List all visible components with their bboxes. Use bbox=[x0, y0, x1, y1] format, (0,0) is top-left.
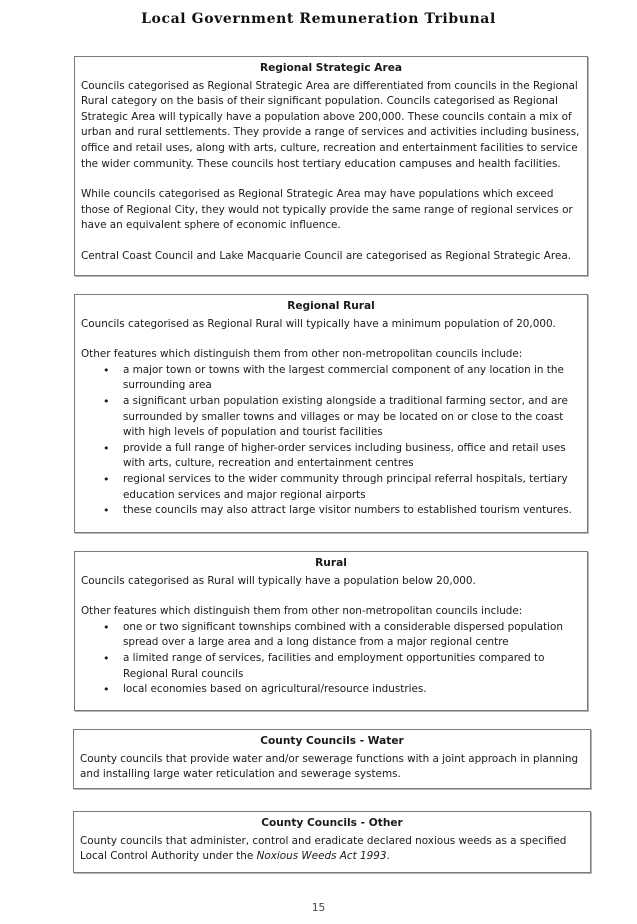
bullet-icon: • bbox=[103, 683, 110, 697]
regional-rural-title: Regional Rural bbox=[287, 300, 375, 312]
county-councils-water-title: County Councils - Water bbox=[260, 735, 404, 747]
list-item bbox=[81, 620, 581, 651]
county-other-text-end: . bbox=[386, 850, 390, 863]
noxious-weeds-act-title: Noxious Weeds Act 1993 bbox=[256, 850, 387, 863]
bullet-icon: • bbox=[103, 651, 110, 665]
bullet-icon: • bbox=[103, 394, 110, 408]
list-item bbox=[81, 682, 581, 698]
regional-rural-bullet-list bbox=[81, 363, 581, 519]
rural-bullet-text: one or two significant townships combined with a considerable dispersed population spread over a large area and a long distance from a major regional centre bbox=[123, 620, 563, 649]
rural-box bbox=[74, 551, 588, 711]
regional-rural-bullet-text: these councils may also attract large visitor numbers to established tourism ventures. bbox=[123, 504, 572, 517]
rural-para-1: Councils categorised as Rural will typically have a population below 20,000. bbox=[81, 574, 476, 587]
regional-strategic-area-box bbox=[74, 56, 588, 276]
list-item bbox=[81, 503, 581, 519]
rural-para-2: Other features which distinguish them from other non-metropolitan councils include: bbox=[81, 605, 523, 618]
regional-strategic-area-title: Regional Strategic Area bbox=[259, 62, 403, 74]
county-councils-water-box bbox=[73, 729, 591, 789]
rural-bullet-text: local economies based on agricultural/resource industries. bbox=[123, 683, 427, 696]
list-item bbox=[81, 441, 581, 472]
bullet-icon: • bbox=[103, 504, 110, 518]
regional-strategic-para-3: Central Coast Council and Lake Macquarie Council are categorised as Regional Strategic Area. bbox=[81, 249, 572, 262]
regional-rural-bullet-text: a significant urban population existing alongside a traditional farming sector, and are surrounded by smaller towns and villages or may be located on or close to the coast with high levels of population and tourist facilities bbox=[123, 394, 568, 439]
list-item bbox=[81, 394, 581, 441]
regional-rural-bullet-text: a major town or towns with the largest commercial component of any location in the surrounding area bbox=[123, 363, 564, 392]
bullet-icon: • bbox=[103, 363, 110, 377]
county-councils-water-para: County councils that provide water and/or sewerage functions with a joint approach in planning and installing large water reticulation and sewerage systems. bbox=[80, 752, 579, 781]
list-item bbox=[81, 363, 581, 394]
rural-title: Rural bbox=[315, 557, 347, 569]
bullet-icon: • bbox=[103, 441, 110, 455]
regional-rural-bullet-text: provide a full range of higher-order services including business, office and retail uses with arts, culture, recreation and entertainment centres bbox=[123, 441, 566, 470]
county-councils-other-box bbox=[73, 811, 591, 873]
county-councils-other-para bbox=[80, 834, 584, 865]
regional-strategic-para-1: Councils categorised as Regional Strategic Area are differentiated from councils in the Regional Rural category on the basis of their significant population. Councils categorised as Regional Strategic Area will typically have a population above 200,000. These councils contain a mix of urban and rural settlements. They provide a range of services and activities including business, office and retail uses, along with arts, culture, recreation and entertainment facilities to service the wider community. These councils host tertiary education campuses and health facilities. bbox=[81, 79, 580, 170]
regional-rural-box bbox=[74, 294, 588, 533]
county-councils-other-title: County Councils - Other bbox=[261, 817, 403, 829]
regional-rural-para-2: Other features which distinguish them from other non-metropolitan councils include: bbox=[81, 348, 523, 361]
regional-strategic-para-2: While councils categorised as Regional Strategic Area may have populations which exceed those of Regional City, they would not typically provide the same range of regional services or have an equivalent sphere of economic influence. bbox=[81, 188, 573, 232]
rural-bullet-text: a limited range of services, facilities and employment opportunities compared to Regional Rural councils bbox=[123, 651, 545, 680]
regional-rural-bullet-text: regional services to the wider community through principal referral hospitals, tertiary education services and major regional airports bbox=[123, 472, 568, 501]
bullet-icon: • bbox=[103, 620, 110, 634]
rural-bullet-list bbox=[81, 620, 581, 698]
list-item bbox=[81, 651, 581, 682]
bullet-icon: • bbox=[103, 472, 110, 486]
page-number: 15 bbox=[311, 902, 326, 914]
regional-rural-para-1: Councils categorised as Regional Rural will typically have a minimum population of 20,000. bbox=[81, 317, 556, 330]
page-header-title: Local Government Remuneration Tribunal bbox=[141, 11, 496, 27]
county-other-text: County councils that administer, control and eradicate declared noxious weeds as a specified Local Control Authority under the bbox=[80, 834, 567, 863]
list-item bbox=[81, 472, 581, 503]
